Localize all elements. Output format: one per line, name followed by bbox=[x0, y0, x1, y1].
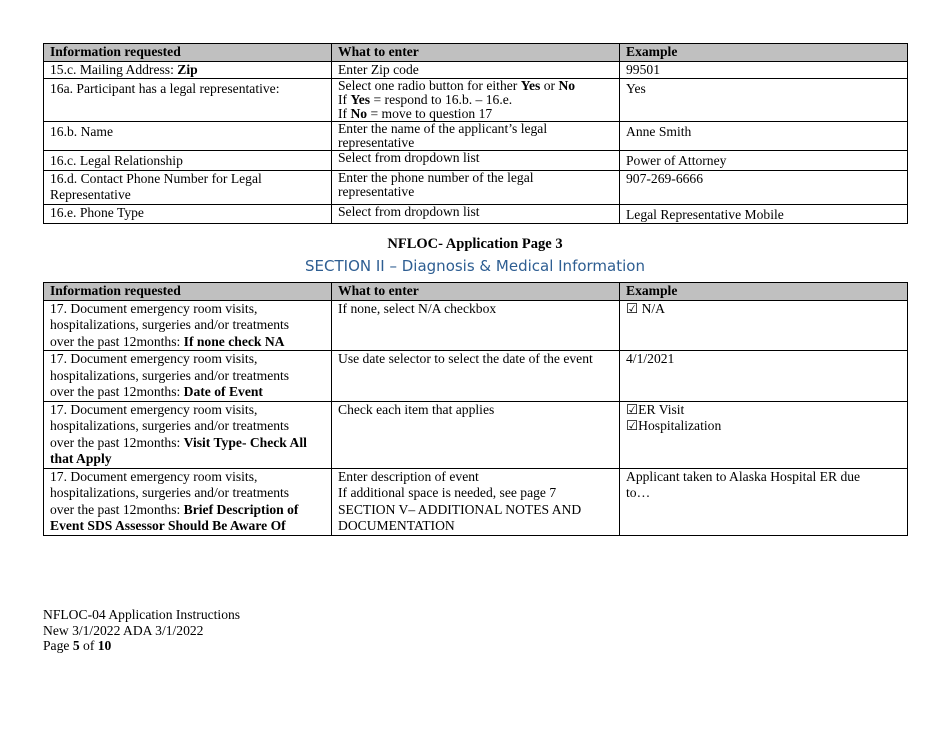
info-cell: 16.d. Contact Phone Number for Legal Representative bbox=[44, 170, 332, 204]
section-page-title: NFLOC- Application Page 3 bbox=[387, 236, 563, 252]
enter-cell: If none, select N/A checkbox bbox=[332, 300, 620, 351]
example-cell bbox=[620, 401, 908, 468]
footer-date: New 3/1/2022 ADA 3/1/2022 bbox=[43, 622, 204, 638]
info-cell: 16.b. Name bbox=[44, 122, 332, 151]
example-cell: Legal Representative Mobile bbox=[620, 204, 908, 224]
table-row bbox=[44, 300, 908, 351]
table-row bbox=[44, 61, 908, 79]
enter-cell: Enter Zip code bbox=[332, 61, 620, 79]
column-header: What to enter bbox=[332, 283, 620, 301]
section-subtitle: SECTION II – Diagnosis & Medical Information bbox=[305, 257, 645, 275]
info-cell: 16.e. Phone Type bbox=[44, 204, 332, 224]
table-row bbox=[44, 468, 908, 535]
enter-cell: Enter the phone number of the legal representative bbox=[332, 170, 620, 204]
enter-cell: Select one radio button for either Yes or No If Yes = respond to 16.b. – 16.e. If No = move to question 17 bbox=[332, 79, 620, 122]
table-row bbox=[44, 170, 908, 204]
table-row bbox=[44, 401, 908, 468]
example-cell: 99501 bbox=[620, 61, 908, 79]
table-legal-representative bbox=[43, 43, 908, 224]
table-diagnosis-medical bbox=[43, 282, 908, 536]
example-cell: Yes bbox=[620, 79, 908, 122]
column-header: What to enter bbox=[332, 44, 620, 62]
table-header-row bbox=[44, 44, 908, 62]
info-cell: 15.c. Mailing Address: Zip bbox=[44, 61, 332, 79]
column-header: Example bbox=[620, 44, 908, 62]
footer-doc-name: NFLOC-04 Application Instructions bbox=[43, 607, 241, 622]
example-cell: 907-269-6666 bbox=[620, 170, 908, 204]
column-header: Example bbox=[620, 283, 908, 301]
table-row bbox=[44, 79, 908, 122]
example-cell: Applicant taken to Alaska Hospital ER due to… bbox=[620, 468, 908, 535]
table-row bbox=[44, 151, 908, 171]
checkbox-er-visit: ☑ER Visit bbox=[626, 401, 685, 417]
info-cell: 17. Document emergency room visits, hospitalizations, surgeries and/or treatments over the past 12months: If none check NA bbox=[44, 300, 332, 351]
info-cell: 17. Document emergency room visits, hospitalizations, surgeries and/or treatments over the past 12months: Visit Type- Check All that Apply bbox=[44, 401, 332, 468]
enter-cell: Select from dropdown list bbox=[332, 151, 620, 171]
enter-cell: Check each item that applies bbox=[332, 401, 620, 468]
page-footer bbox=[43, 607, 240, 654]
example-cell: Anne Smith bbox=[620, 122, 908, 151]
table-row bbox=[44, 122, 908, 151]
example-cell: ☑ N/A bbox=[620, 300, 908, 351]
info-cell: 16a. Participant has a legal representative: bbox=[44, 79, 332, 122]
footer-page-number: Page 5 of 10 bbox=[43, 638, 112, 653]
info-cell: 17. Document emergency room visits, hospitalizations, surgeries and/or treatments over the past 12months: Brief Description of Event SDS Assessor Should Be Aware Of bbox=[44, 468, 332, 535]
checkbox-hospitalization: ☑Hospitalization bbox=[626, 418, 722, 433]
column-header: Information requested bbox=[44, 44, 332, 62]
example-cell: 4/1/2021 bbox=[620, 351, 908, 402]
table-row bbox=[44, 204, 908, 224]
info-cell: 16.c. Legal Relationship bbox=[44, 151, 332, 171]
column-header: Information requested bbox=[44, 283, 332, 301]
info-cell: 17. Document emergency room visits, hospitalizations, surgeries and/or treatments over the past 12months: Date of Event bbox=[44, 351, 332, 402]
enter-cell: Use date selector to select the date of the event bbox=[332, 351, 620, 402]
table-header-row bbox=[44, 283, 908, 301]
table-row bbox=[44, 351, 908, 402]
enter-cell: Enter description of event If additional space is needed, see page 7 SECTION V– ADDITIONAL NOTES AND DOCUMENTATION bbox=[332, 468, 620, 535]
enter-cell: Enter the name of the applicant’s legal representative bbox=[332, 122, 620, 151]
example-cell: Power of Attorney bbox=[620, 151, 908, 171]
enter-cell: Select from dropdown list bbox=[332, 204, 620, 224]
